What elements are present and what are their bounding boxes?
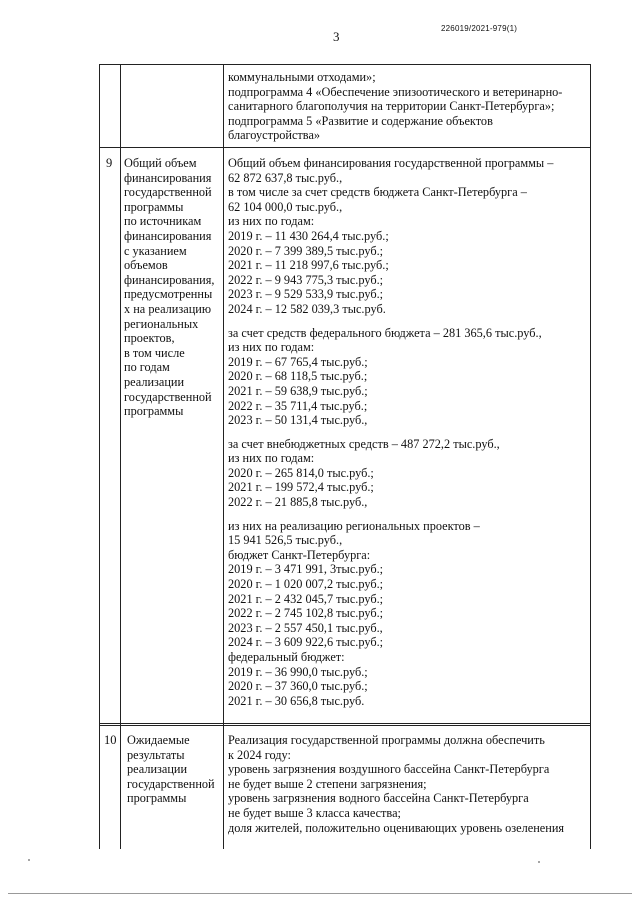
text-line: 62 104 000,0 тыс.руб., bbox=[228, 199, 343, 214]
row-9-value bbox=[228, 156, 553, 708]
row-9-number: 9 bbox=[106, 156, 113, 170]
document-code: 226019/2021-979(1) bbox=[441, 24, 518, 33]
text-line: государственной bbox=[124, 389, 212, 404]
column-divider bbox=[120, 64, 121, 849]
text-line: подпрограмма 5 «Развитие и содержание объектов bbox=[228, 113, 493, 128]
text-line: 15 941 526,5 тыс.руб., bbox=[228, 533, 343, 548]
text-line: доля жителей, положительно оценивающих уровень озеленения bbox=[228, 820, 565, 835]
text-line: 2022 г. – 21 885,8 тыс.руб., bbox=[228, 495, 368, 510]
text-line: уровень загрязнения воздушного бассейна Санкт-Петербурга bbox=[228, 762, 550, 777]
text-line: за счет средств федерального бюджета – 281 365,6 тыс.руб., bbox=[228, 325, 542, 340]
scan-speck bbox=[538, 861, 540, 863]
row-divider bbox=[99, 147, 591, 148]
text-line: 2020 г. – 7 399 389,5 тыс.руб.; bbox=[228, 243, 384, 258]
text-line: финансирования bbox=[124, 170, 212, 185]
row-9-label bbox=[124, 156, 215, 419]
text-line: реализации bbox=[124, 374, 185, 389]
text-line: 2020 г. – 265 814,0 тыс.руб.; bbox=[228, 465, 374, 480]
text-line: с указанием bbox=[124, 243, 187, 258]
text-line: Реализация государственной программы должна обеспечить bbox=[228, 733, 545, 747]
text-line: Общий объем bbox=[124, 156, 197, 170]
row-divider bbox=[99, 723, 591, 724]
text-line: 2019 г. – 67 765,4 тыс.руб.; bbox=[228, 354, 368, 369]
paragraph-gap bbox=[228, 317, 553, 326]
text-line: государственной bbox=[124, 185, 212, 200]
text-line: региональных bbox=[124, 316, 199, 331]
text-line: 2021 г. – 2 432 045,7 тыс.руб.; bbox=[228, 591, 384, 606]
text-line: 2021 г. – 199 572,4 тыс.руб.; bbox=[228, 480, 374, 495]
scan-speck bbox=[28, 859, 30, 861]
text-line: 2023 г. – 9 529 533,9 тыс.руб.; bbox=[228, 287, 384, 302]
text-line: бюджет Санкт-Петербурга: bbox=[228, 547, 371, 562]
text-line: за счет внебюджетных средств – 487 272,2 тыс.руб., bbox=[228, 436, 500, 451]
text-line: благоустройства» bbox=[228, 128, 321, 143]
text-line: финансирования bbox=[124, 228, 212, 243]
text-line: санитарного благополучия на территории Санкт-Петербурга»; bbox=[228, 99, 555, 114]
text-line: объемов bbox=[124, 258, 168, 273]
text-line: 2023 г. – 2 557 450,1 тыс.руб., bbox=[228, 620, 383, 635]
text-line: финансирования, bbox=[124, 272, 215, 287]
text-line: реализации bbox=[127, 762, 188, 777]
text-line: Ожидаемые bbox=[127, 733, 190, 747]
text-line: Общий объем финансирования государственной программы – bbox=[228, 156, 554, 170]
text-line: 2019 г. – 3 471 991, 3тыс.руб.; bbox=[228, 562, 384, 577]
text-line: 2021 г. – 30 656,8 тыс.руб. bbox=[228, 693, 365, 708]
text-line: уровень загрязнения водного бассейна Санкт-Петербурга bbox=[228, 791, 529, 806]
text-line: х на реализацию bbox=[124, 301, 212, 316]
row-10-value bbox=[228, 733, 564, 835]
text-line: федеральный бюджет: bbox=[228, 650, 345, 664]
text-line: 2024 г. – 3 609 922,6 тыс.руб.; bbox=[228, 635, 384, 650]
text-line: в том числе за счет средств бюджета Санкт-Петербурга – bbox=[228, 185, 527, 200]
text-line: в том числе bbox=[124, 345, 185, 360]
text-line: подпрограмма 4 «Обеспечение эпизоотического и ветеринарно- bbox=[228, 84, 563, 99]
text-line: из них по годам: bbox=[228, 451, 315, 466]
text-line: 2020 г. – 37 360,0 тыс.руб.; bbox=[228, 679, 368, 694]
row-10-number: 10 bbox=[104, 733, 117, 747]
text-line: 2022 г. – 35 711,4 тыс.руб.; bbox=[228, 398, 368, 413]
text-line: к 2024 году: bbox=[228, 747, 291, 762]
text-line: 2020 г. – 1 020 007,2 тыс.руб.; bbox=[228, 577, 384, 592]
text-line: 2022 г. – 9 943 775,3 тыс.руб.; bbox=[228, 272, 384, 287]
text-line: государственной bbox=[127, 776, 215, 791]
text-line: 2019 г. – 36 990,0 тыс.руб.; bbox=[228, 664, 368, 679]
text-line: 2024 г. – 12 582 039,3 тыс.руб. bbox=[228, 301, 386, 316]
text-line: из них на реализацию региональных проектов – bbox=[228, 518, 480, 533]
paragraph-gap bbox=[228, 510, 553, 519]
text-line: программы bbox=[127, 791, 187, 806]
text-line: предусмотренны bbox=[124, 287, 213, 302]
text-line: коммунальными отходами»; bbox=[228, 70, 376, 84]
row-divider bbox=[99, 725, 591, 726]
text-line: из них по годам: bbox=[228, 340, 315, 355]
text-line: 2023 г. – 50 131,4 тыс.руб., bbox=[228, 413, 368, 428]
text-line: не будет выше 2 степени загрязнения; bbox=[228, 776, 427, 791]
page-bottom-rule bbox=[8, 893, 632, 894]
text-line: результаты bbox=[127, 747, 185, 762]
text-line: 2019 г. – 11 430 264,4 тыс.руб.; bbox=[228, 228, 389, 243]
text-line: проектов, bbox=[124, 331, 175, 346]
text-line: 2021 г. – 59 638,9 тыс.руб.; bbox=[228, 383, 368, 398]
text-line: 2021 г. – 11 218 997,6 тыс.руб.; bbox=[228, 258, 389, 273]
text-line: не будет выше 3 класса качества; bbox=[228, 805, 401, 820]
table-row-continuation-value bbox=[228, 70, 562, 143]
text-line: 2020 г. – 68 118,5 тыс.руб.; bbox=[228, 369, 368, 384]
column-divider bbox=[223, 64, 224, 849]
row-10-label bbox=[127, 733, 215, 806]
text-line: из них по годам: bbox=[228, 214, 315, 229]
text-line: по годам bbox=[124, 360, 170, 375]
text-line: по источникам bbox=[124, 214, 202, 229]
text-line: программы bbox=[124, 199, 184, 214]
text-line: программы bbox=[124, 404, 184, 419]
page-number: 3 bbox=[333, 29, 340, 44]
paragraph-gap bbox=[228, 428, 553, 437]
text-line: 62 872 637,8 тыс.руб., bbox=[228, 170, 343, 185]
text-line: 2022 г. – 2 745 102,8 тыс.руб.; bbox=[228, 606, 384, 621]
